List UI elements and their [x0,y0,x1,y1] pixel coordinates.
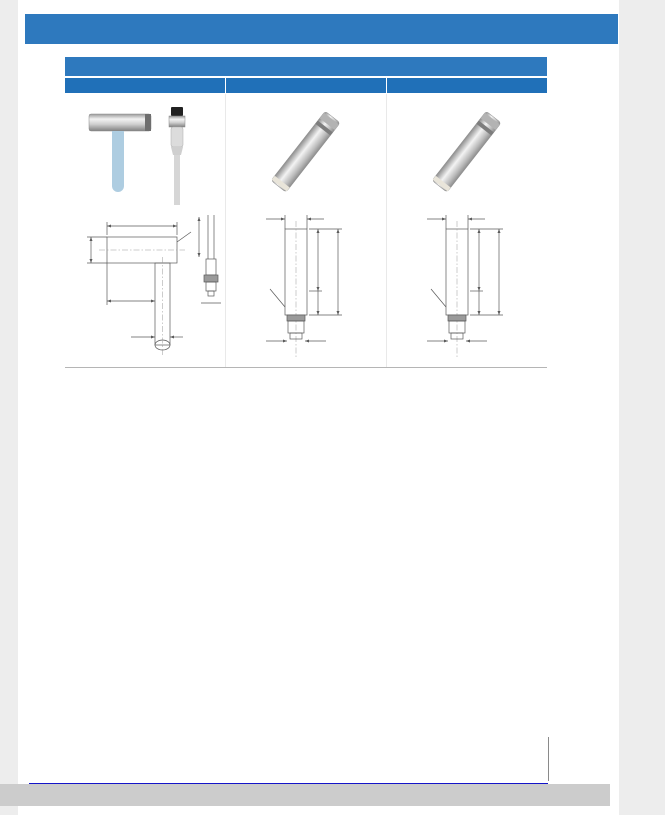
drawing-tshape [65,207,226,367]
footer-color-bar [29,768,548,785]
tshape-sensor-photo [89,114,151,192]
size-header-row [65,78,547,94]
m8-connector-photo [169,107,185,205]
page-title [25,14,618,44]
drawing-cylinder [387,207,547,367]
cylinder-sensor-photo [271,111,340,192]
page-body [18,0,619,815]
product-photo-cylinder [226,94,387,207]
size-header-cell [387,78,547,93]
product-photo-cylinder [387,94,547,207]
group-header-left [65,57,226,76]
group-header [65,57,547,76]
product-photo-row [65,94,547,207]
cylinder-sensor-photo [432,111,501,192]
spec-table [65,57,547,368]
dimension-drawing-row [65,207,547,368]
bottom-gray-band [0,784,610,806]
group-header-spacer [226,57,387,76]
product-photo-tshape [65,94,226,207]
group-header-right [386,57,547,76]
drawing-cylinder [226,207,387,367]
size-header-cell [226,78,387,93]
page-number-divider [548,737,549,781]
size-header-cell [65,78,226,93]
